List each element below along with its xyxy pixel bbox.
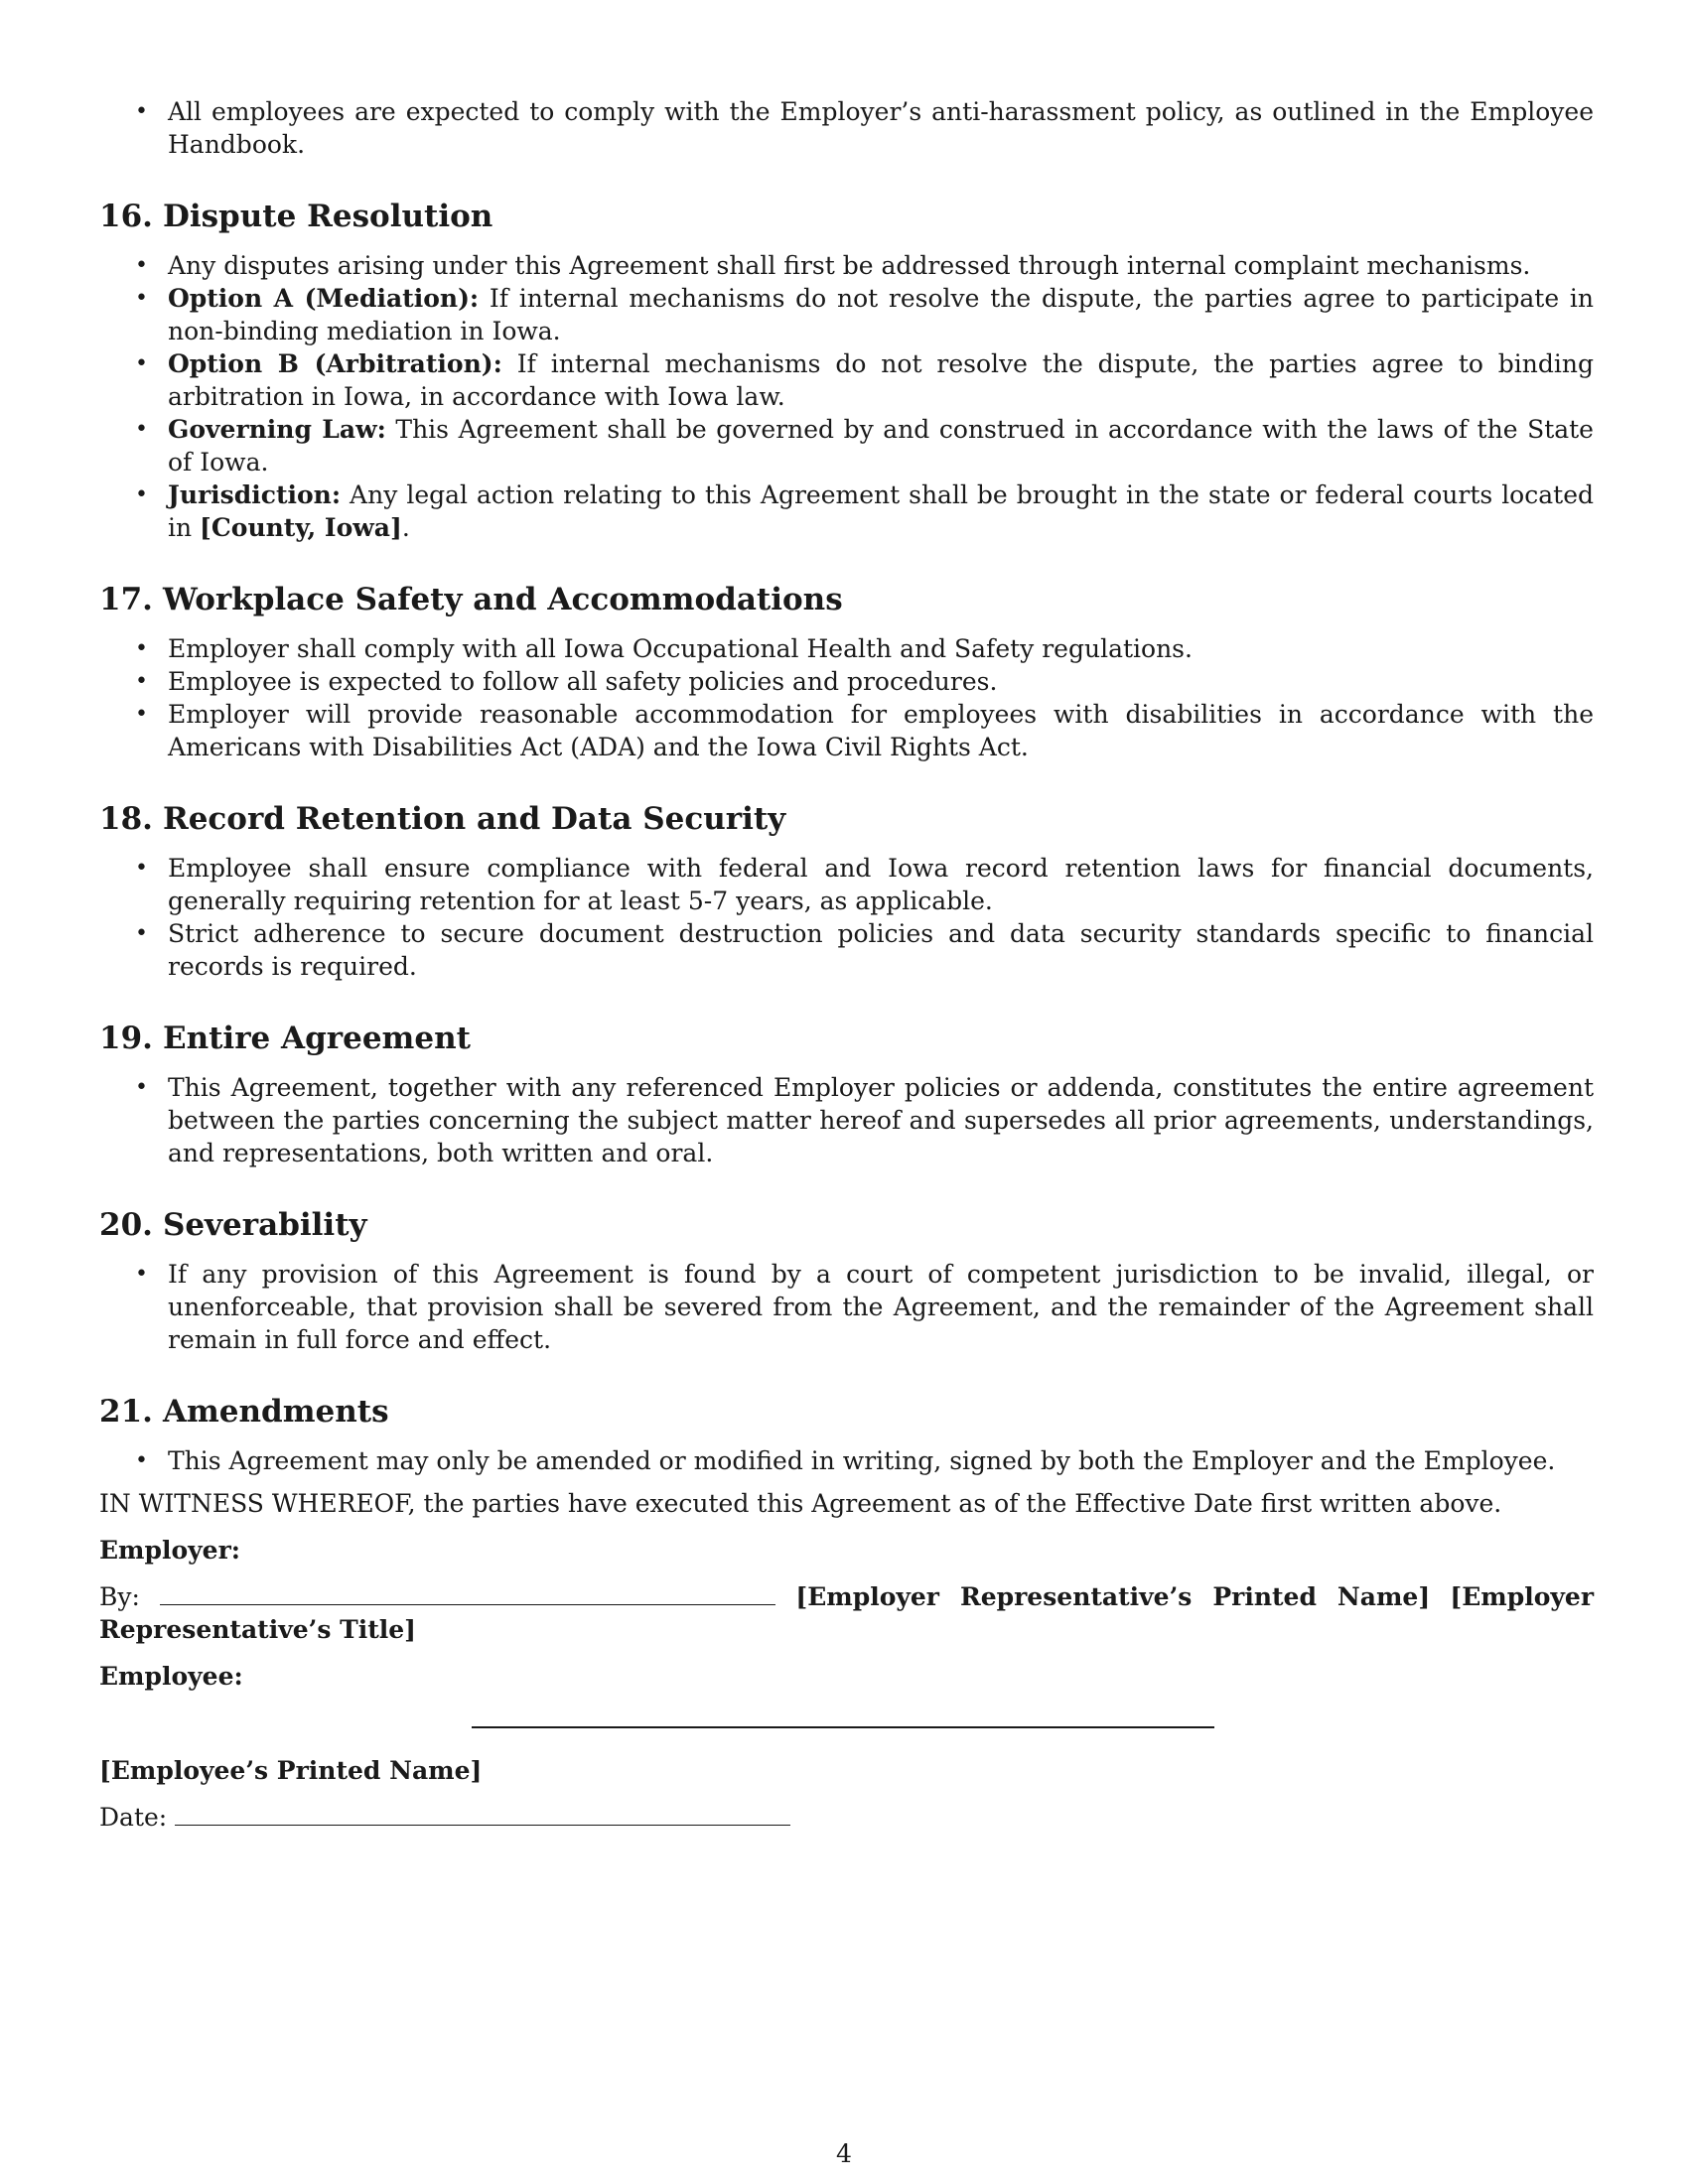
section-number: 16. [99,199,153,234]
employee-label: Employee: [99,1662,243,1691]
witness-clause: IN WITNESS WHEREOF, the parties have executed this Agreement as of the Effective Date first written above. [99,1489,1502,1518]
list-item [99,249,1594,282]
list-item [99,478,1594,544]
section-title: Dispute Resolution [162,199,493,234]
list-item [99,665,1594,698]
list-item [99,1444,1594,1477]
section-list [99,632,1594,763]
employer-rep-name: [Employer Representative’s Printed Name] [795,1582,1431,1611]
bullet-icon: • [135,482,148,507]
document-content [99,95,1594,1834]
intro-list [99,95,1594,161]
section-title: Amendments [162,1394,389,1430]
bullet-text: All employees are expected to comply with the Employer’s anti-harassment policy, as outlined in the Employee Handbook. [168,97,1594,159]
section-number: 21. [99,1394,153,1430]
employee-printed-name: [Employee’s Printed Name] [99,1756,483,1785]
section-list [99,1258,1594,1356]
section-heading [99,1392,1594,1432]
list-item [99,1071,1594,1169]
bullet-text: Employee shall ensure compliance with federal and Iowa record retention laws for financial documents, generally requiring retention for at least 5-7 years, as applicable. [168,854,1594,915]
bullet-icon: • [135,1075,148,1100]
section-title: Entire Agreement [162,1021,471,1056]
section-heading [99,1205,1594,1245]
section-title: Severability [162,1207,367,1243]
date-line [175,1825,790,1826]
bullet-text: Any legal action relating to this Agreement shall be brought in the state or federal courts located in [168,480,1594,542]
section-title: Workplace Safety and Accommodations [162,582,843,617]
bullet-icon: • [135,1448,148,1473]
bullet-icon: • [135,702,148,727]
section-list [99,852,1594,983]
section-number: 18. [99,801,153,837]
bullet-bold-tail: [County, Iowa] [200,513,402,542]
bullet-text: If any provision of this Agreement is found by a court of competent jurisdiction to be invalid, illegal, or unenforceable, that provision shall be severed from the Agreement, and the remainder of the Agreement shall remain in full force and effect. [168,1260,1594,1354]
bullet-icon: • [135,921,148,946]
bullet-end: . [401,513,410,542]
section-heading [99,197,1594,236]
bullet-text: This Agreement shall be governed by and construed in accordance with the laws of the State of Iowa. [168,415,1594,477]
bullet-icon: • [135,856,148,881]
list-item [99,632,1594,665]
page-number: 4 [836,2139,852,2168]
bullet-icon: • [135,636,148,661]
bullet-icon: • [135,351,148,376]
list-item [99,698,1594,763]
section-heading [99,799,1594,839]
sections-container [99,197,1594,1477]
bullet-lead: Governing Law: [168,415,386,444]
section-heading [99,1019,1594,1058]
date-label: Date: [99,1803,168,1832]
bullet-icon: • [135,253,148,278]
bullet-text: Any disputes arising under this Agreement shall first be addressed through internal complaint mechanisms. [168,251,1531,280]
bullet-lead: Option B (Arbitration): [168,349,502,378]
bullet-text: Employee is expected to follow all safety policies and procedures. [168,667,998,696]
bullet-icon: • [135,669,148,694]
bullet-icon: • [135,286,148,311]
section-number: 20. [99,1207,153,1243]
section-list [99,249,1594,544]
list-item [99,347,1594,413]
bullet-text: This Agreement, together with any referenced Employer policies or addenda, constitutes the entire agreement between the parties concerning the subject matter hereof and supersedes all prior agreements, understandings, and representations, both written and oral. [168,1073,1594,1167]
section-title: Record Retention and Data Security [162,801,786,837]
list-item [99,413,1594,478]
bullet-icon: • [135,417,148,442]
section-number: 19. [99,1021,153,1056]
bullet-lead: Jurisdiction: [168,480,342,509]
section-number: 17. [99,582,153,617]
employer-signature-block [99,1580,1594,1646]
list-item [99,917,1594,983]
list-item [99,282,1594,347]
employer-label: Employer: [99,1536,240,1565]
bullet-lead: Option A (Mediation): [168,284,480,313]
bullet-text: If internal mechanisms do not resolve the dispute, the parties agree to participate in non-binding mediation in Iowa. [168,284,1594,345]
bullet-text: Employer shall comply with all Iowa Occupational Health and Safety regulations. [168,634,1193,663]
section-list [99,1071,1594,1169]
list-item [99,95,1594,161]
list-item [99,852,1594,917]
bullet-icon: • [135,99,148,124]
section-list [99,1444,1594,1477]
bullet-text: Strict adherence to secure document destruction policies and data security standards specific to financial records is required. [168,919,1594,981]
employer-rep-title: [Employer Representative’s Title] [99,1582,1594,1644]
list-item [99,1258,1594,1356]
employee-signature-line [472,1714,1214,1728]
bullet-text: Employer will provide reasonable accommodation for employees with disabilities in accordance with the Americans with Disabilities Act (ADA) and the Iowa Civil Rights Act. [168,700,1594,761]
date-field [99,1801,1594,1834]
bullet-text: This Agreement may only be amended or modified in writing, signed by both the Employer and the Employee. [168,1446,1556,1475]
section-heading [99,580,1594,619]
bullet-text: If internal mechanisms do not resolve the dispute, the parties agree to binding arbitration in Iowa, in accordance with Iowa law. [168,349,1595,411]
employer-signature-line [160,1604,775,1605]
bullet-icon: • [135,1262,148,1287]
by-label: By: [99,1582,140,1611]
